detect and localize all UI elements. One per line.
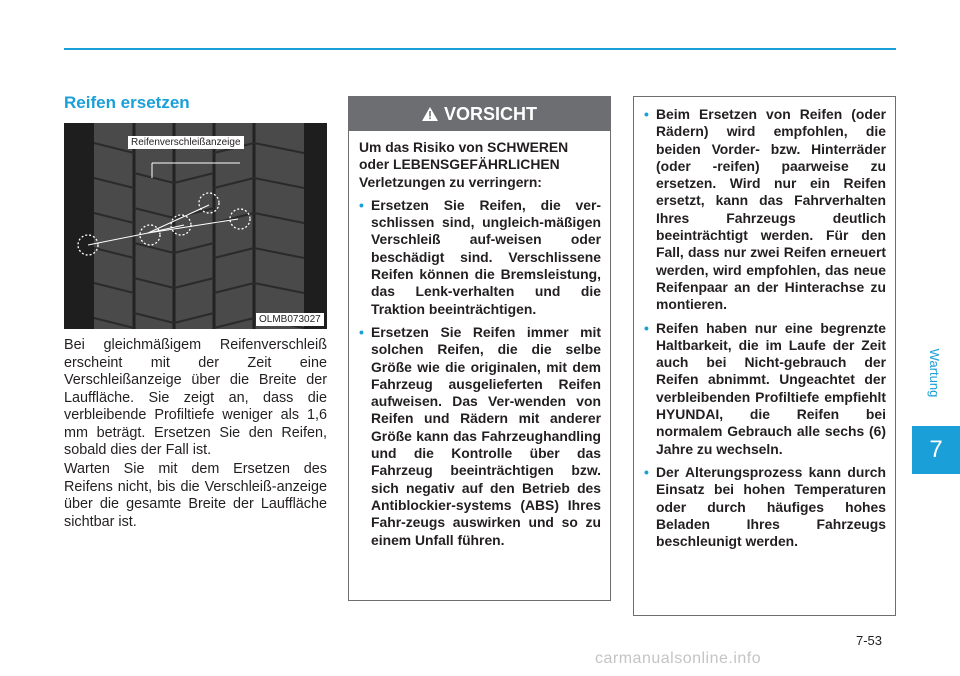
bullet-dot-icon: • <box>644 463 649 480</box>
bullet-dot-icon: • <box>359 323 364 340</box>
figure-code: OLMB073027 <box>256 313 324 326</box>
caution-bullet-text: Der Alterungsprozess kann durch Einsatz bei hohen Temperaturen oder durch häufiges hohes Beladen Ihres Fahrzeugs beschleunigt werden. <box>656 463 886 550</box>
caution-bullet <box>359 197 601 318</box>
caution-bullet <box>644 464 886 550</box>
tire-photo <box>64 123 327 329</box>
section-title: Reifen ersetzen <box>64 93 190 112</box>
caution-box <box>348 96 611 601</box>
tire-tread-illustration <box>64 123 327 329</box>
caution-header <box>349 97 610 131</box>
bullet-dot-icon: • <box>644 319 649 336</box>
caution-bullet-text: Reifen haben nur eine begrenzte Haltbarkeit, die im Laufe der Zeit auch bei Nicht-gebrauch der Reifen abnimmt. Ungeachtet der verbleibenden Profiltiefe empfiehlt HYUNDAI, die Reifen bei normalem Gebrauch alle sechs (6) Jahre zu wechseln. <box>656 319 886 457</box>
wear-indicator-label: Reifenverschleißanzeige <box>128 136 244 149</box>
caution-bullet-text: Ersetzen Sie Reifen immer mit solchen Reifen, die die selbe Größe wie die originalen, mit dem Fahrzeug ausgelieferten Reifen aufweisen. Das Ver-wenden von Reifen und Rädern mit anderer Größe kann das Fahrzeughandling und die Kontrolle über das Fahrzeug beeinträchtigen bzw. sich negativ auf den Betrieb des Antiblockier-systems (ABS) Ihres Fahr-zeugs auswirken und so zu einem Unfall führen. <box>371 323 601 548</box>
body-paragraph-1: Bei gleichmäßigem Reifenverschleiß erscheint mit der Zeit eine Verschleißanzeige über die Breite der Lauffläche. Sie zeigt an, dass die verbleibende Profiltiefe weniger als 1,6 mm beträgt. Ersetzen Sie den Reifen, sobald dies der Fall ist. <box>64 337 327 458</box>
watermark: carmanualsonline.info <box>595 650 762 667</box>
page-number: 7-53 <box>856 633 883 648</box>
bullet-dot-icon: • <box>644 106 649 122</box>
caution-bullet <box>359 324 601 549</box>
header-rule <box>64 48 896 50</box>
body-paragraph-2: Warten Sie mit dem Ersetzen des Reifens nicht, bis die Verschleiß-anzeige über die gesamte Breite der Lauffläche sichtbar ist. <box>64 461 327 530</box>
chapter-tab: 7 <box>912 426 960 474</box>
warning-triangle-icon <box>422 107 438 121</box>
caution-bullet <box>644 320 886 458</box>
caution-bullet <box>644 106 886 314</box>
caution-continued-box <box>633 96 896 616</box>
bullet-dot-icon: • <box>359 196 364 213</box>
caution-heading: VORSICHT <box>443 103 537 124</box>
caution-bullet-text: Ersetzen Sie Reifen, die ver-schlissen sind, ungleich-mäßigen Verschleiß auf-weisen oder beschädigt sind. Verschlissene Reifen können die Bremsleistung, das Lenk-verhalten und die Traktion beeinträchtigen. <box>371 196 601 317</box>
caution-intro: Um das Risiko von SCHWEREN oder LEBENSGEFÄHRLICHEN Verletzungen zu verringern: <box>359 139 569 190</box>
chapter-label: Wartung <box>927 348 943 398</box>
caution-bullet-text: Beim Ersetzen von Reifen (oder Rädern) wird empfohlen, die beiden Vorder- bzw. Hinterräder (oder -reifen) paarweise zu ersetzen. Wird nur ein Reifen ersetzt, kann das Fahrverhalten Ihres Fahrzeugs deutlich beeinträchtigt werden. Für den Fall, dass nur zwei Reifen erneuert werden, wird empfohlen, das neue Reifenpaar an der Hinterachse zu montieren. <box>656 106 886 313</box>
